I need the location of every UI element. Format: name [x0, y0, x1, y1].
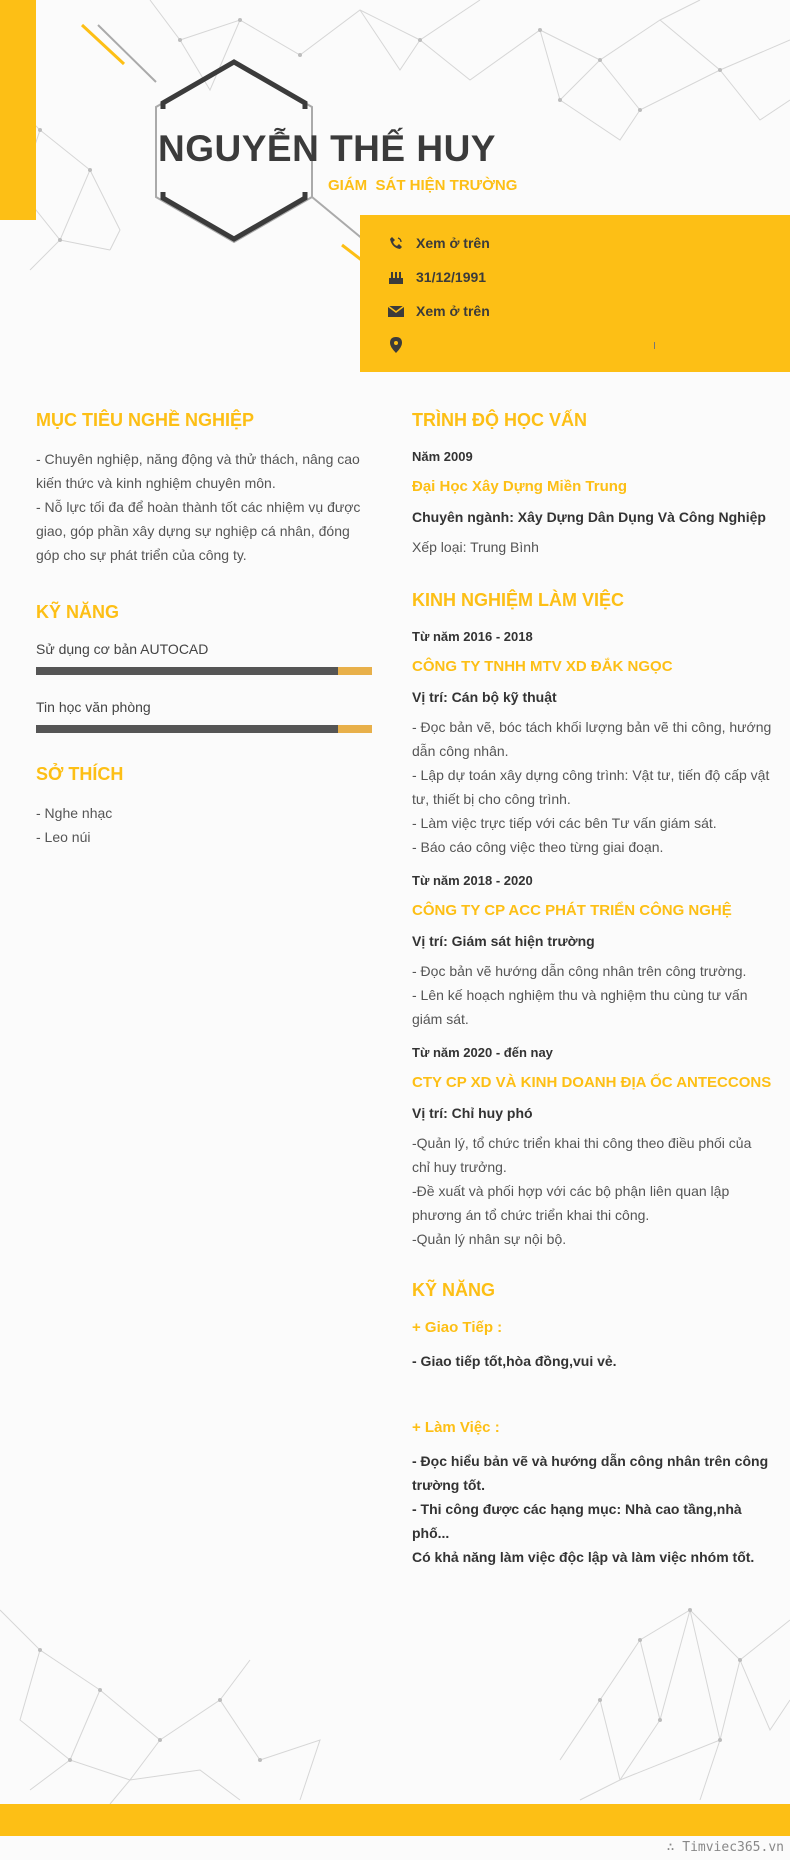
hobbies-section — [36, 759, 372, 849]
job-description: -Quản lý, tổ chức triển khai thi công theo điều phối của chỉ huy trưởng. -Đề xuất và phối hợp với các bộ phận liên quan lập phương án tổ chức triển khai thi công. -Quản lý nhân sự nội bộ. — [412, 1135, 752, 1247]
footer-bar — [0, 1804, 790, 1836]
experience-title: KINH NGHIỆM LÀM VIỆC — [412, 590, 625, 610]
objective-section — [36, 405, 372, 567]
skill-bar — [36, 725, 372, 733]
company-name: CTY CP XD VÀ KINH DOANH ĐỊA ỐC ANTECCONS — [412, 1074, 772, 1091]
phone-icon — [386, 234, 406, 252]
skills-right-section — [412, 1275, 772, 1569]
job-description: - Đọc bản vẽ, bóc tách khối lượng bản vẽ thi công, hướng dẫn công nhân. - Lập dự toán xây dựng công trình: Vật tư, tiến độ cấp vật tư, thiết bị cho công trình. - Làm việc trực tiếp với các bên Tư vấn giám sát. - Báo cáo công việc theo từng giai đoạn. — [412, 719, 772, 855]
skill-group — [412, 1317, 772, 1373]
skills-left-section — [36, 597, 372, 733]
job-position: Vị trí: Giám sát hiện trường — [412, 933, 595, 949]
objective-text: - Chuyên nghiệp, năng động và thử thách, nâng cao kiến thức và kinh nghiệm chuyên môn. - Nỗ lực tối đa để hoàn thành tốt các nhiệm vụ được giao, góp phần xây dựng sự nghiệp cá nhân, đóng góp cho sự phát triển của công ty. — [36, 451, 361, 563]
education-year: Năm 2009 — [412, 449, 473, 464]
objective-title: MỤC TIÊU NGHỀ NGHIỆP — [36, 410, 255, 430]
job-period: Từ năm 2016 - 2018 — [412, 629, 533, 644]
phone-value: Xem ở trên — [416, 235, 490, 251]
contact-address — [386, 333, 416, 357]
cake-icon — [386, 268, 406, 286]
job-period: Từ năm 2018 - 2020 — [412, 873, 533, 888]
left-accent-bar — [0, 0, 36, 220]
school-name: Đại Học Xây Dựng Miền Trung — [412, 478, 628, 495]
envelope-icon — [386, 302, 406, 320]
grade: Xếp loại: Trung Bình — [412, 539, 539, 555]
job-position: Vị trí: Chỉ huy phó — [412, 1105, 533, 1121]
watermark: ∴ Timviec365.vn — [666, 1840, 784, 1855]
contact-phone — [386, 231, 490, 255]
candidate-name: NGUYỄN THẾ HUY — [158, 128, 496, 169]
contact-email — [386, 299, 490, 323]
left-column — [36, 405, 372, 849]
job-description: - Đọc bản vẽ hướng dẫn công nhân trên công trường. - Lên kế hoạch nghiệm thu và nghiệm thu cùng tư vấn giám sát. — [412, 963, 748, 1027]
job-position: Vị trí: Cán bộ kỹ thuật — [412, 689, 557, 705]
skill-bar — [36, 667, 372, 675]
skill-name: Tin học văn phòng — [36, 699, 151, 715]
contact-birthday — [386, 265, 486, 289]
major: Chuyên ngành: Xây Dựng Dân Dụng Và Công Nghiệp — [412, 509, 766, 525]
skill-group-desc: - Đọc hiểu bản vẽ và hướng dẫn công nhân trên công trường tốt. - Thi công được các hạng mục: Nhà cao tầng,nhà phố... Có khả năng làm việc độc lập và làm việc nhóm tốt. — [412, 1453, 769, 1565]
experience-section — [412, 585, 772, 1251]
hobbies-title: SỞ THÍCH — [36, 764, 124, 784]
skill-fill — [36, 725, 338, 733]
email-value: Xem ở trên — [416, 303, 490, 319]
divider-tick — [654, 342, 655, 349]
company-name: CÔNG TY CP ACC PHÁT TRIỂN CÔNG NGHỆ — [412, 902, 732, 919]
company-name: CÔNG TY TNHH MTV XD ĐẮK NGỌC — [412, 658, 673, 675]
job-period: Từ năm 2020 - đến nay — [412, 1045, 553, 1060]
skill-name: Sử dụng cơ bản AUTOCAD — [36, 641, 209, 657]
education-section — [412, 405, 772, 559]
skills-right-title: KỸ NĂNG — [412, 1280, 496, 1300]
skill-group-name: + Làm Việc : — [412, 1419, 500, 1436]
education-title: TRÌNH ĐỘ HỌC VẤN — [412, 410, 587, 430]
map-pin-icon — [386, 336, 406, 354]
job-entry — [412, 627, 772, 859]
skill-group-name: + Giao Tiếp : — [412, 1319, 503, 1336]
skill-group — [412, 1417, 772, 1569]
birthday-value: 31/12/1991 — [416, 269, 487, 285]
job-entry — [412, 1043, 772, 1251]
skill-group-desc: - Giao tiếp tốt,hòa đồng,vui vẻ. — [412, 1353, 617, 1369]
skills-left-title: KỸ NĂNG — [36, 602, 120, 622]
hobbies-text: - Nghe nhạc - Leo núi — [36, 805, 113, 845]
right-column — [412, 405, 772, 1569]
job-entry — [412, 871, 772, 1031]
skill-fill — [36, 667, 338, 675]
contact-panel — [360, 215, 790, 372]
job-title: GIÁM SÁT HIỆN TRƯỜNG — [328, 177, 518, 194]
